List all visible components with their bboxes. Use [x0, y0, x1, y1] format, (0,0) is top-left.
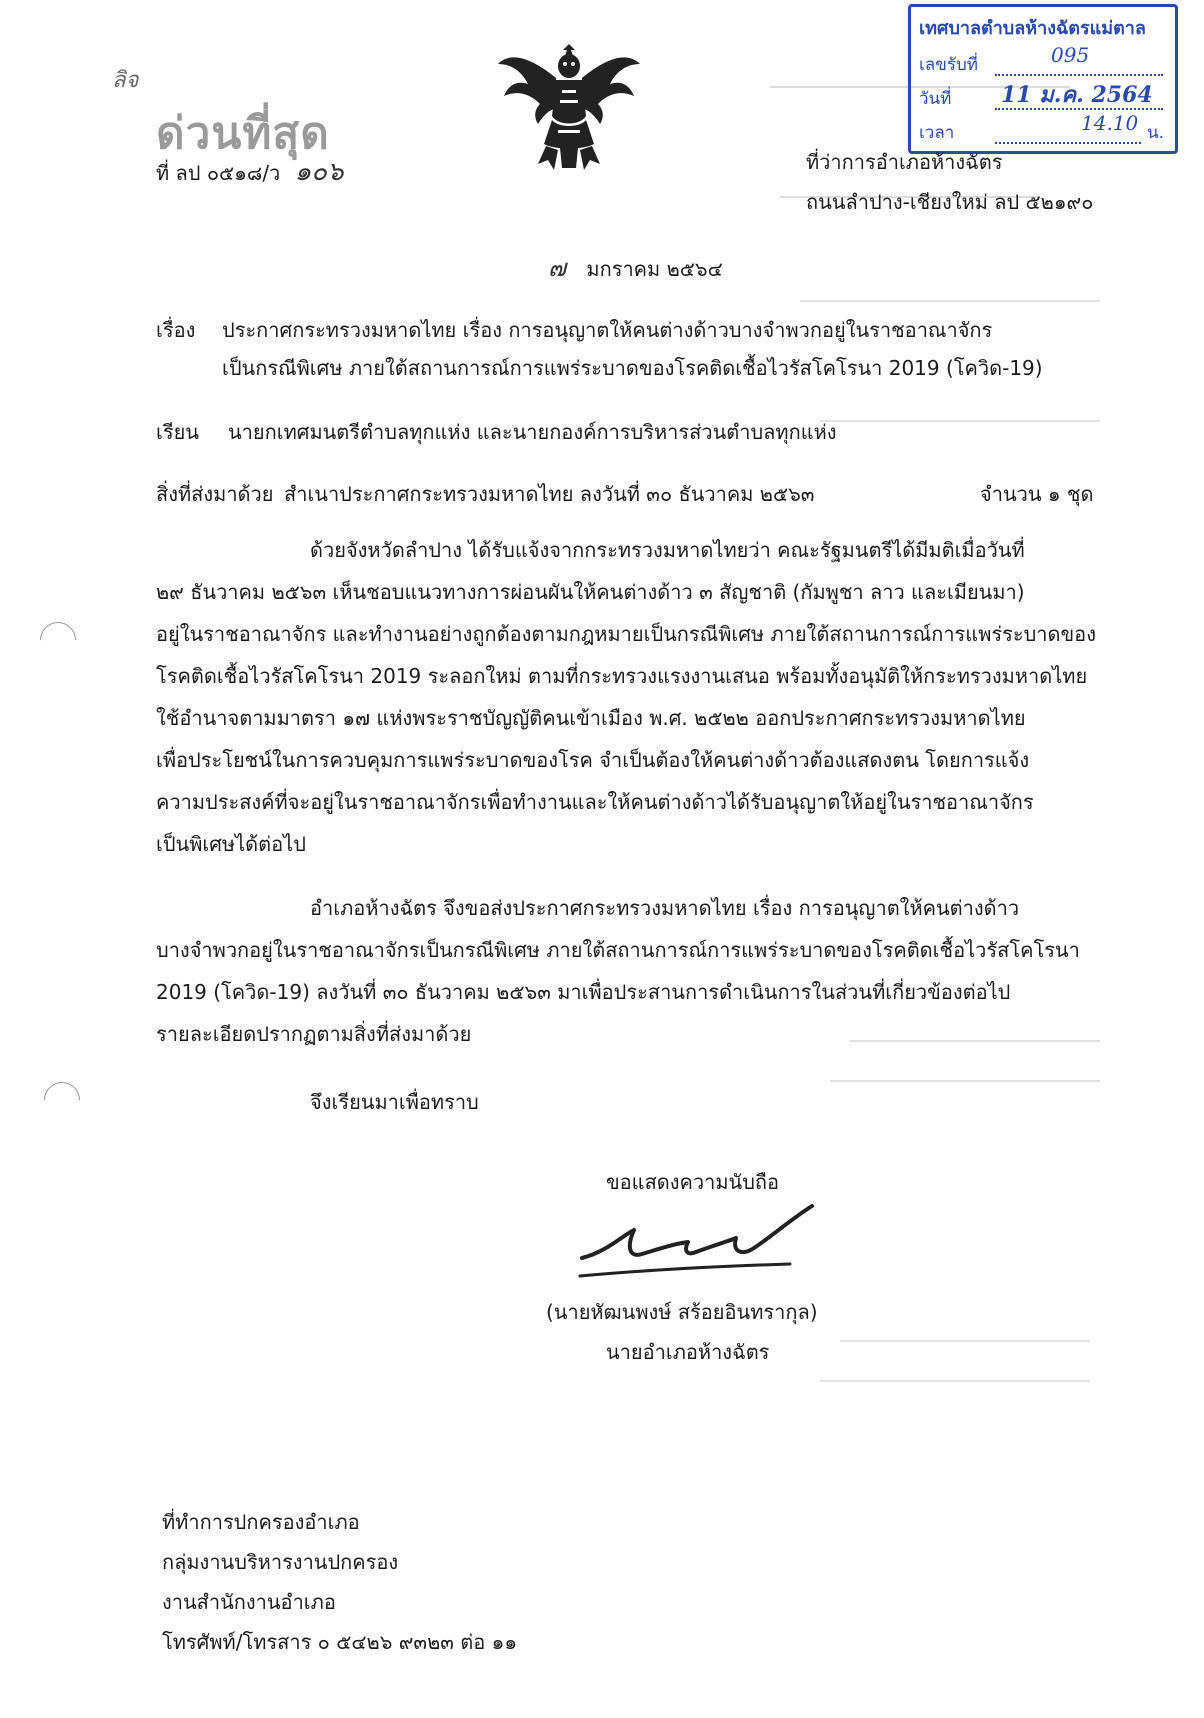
- sender-address-line2: ถนนลำปาง-เชียงใหม่ ลป ๕๒๑๙๐: [806, 190, 1094, 214]
- body-p1-line5: ใช้อำนาจตามมาตรา ๑๗ แห่งพระราชบัญญัติคนเข้าเมือง พ.ศ. ๒๕๒๒ ออกประกาศกระทรวงมหาดไทย: [156, 706, 1026, 730]
- footer-line2: กลุ่มงานบริหารงานปกครอง: [162, 1550, 399, 1574]
- signatory-position: นายอำเภอห้างฉัตร: [606, 1340, 770, 1364]
- corner-note: ลิจ: [112, 68, 139, 93]
- receipt-stamp-header: เทศบาลตำบลห้างฉัตรแม่ตาล: [919, 18, 1146, 39]
- closing-phrase: ขอแสดงความนับถือ: [606, 1170, 780, 1194]
- body-p1-line8: เป็นพิเศษได้ต่อไป: [156, 832, 306, 856]
- body-p2-line4: รายละเอียดปรากฏตามสิ่งที่ส่งมาด้วย: [156, 1022, 472, 1046]
- urgency-stamp: ด่วนที่สุด: [156, 108, 330, 159]
- body-p2-line1: อำเภอห้างฉัตร จึงขอส่งประกาศกระทรวงมหาดไทย เรื่อง การอนุญาตให้คนต่างด้าว: [310, 896, 1020, 920]
- punch-hole-bottom: [37, 1075, 88, 1126]
- receipt-number-value: 095: [1051, 43, 1090, 67]
- subject-line1: ประกาศกระทรวงมหาดไทย เรื่อง การอนุญาตให้คนต่างด้าวบางจำพวกอยู่ในราชอาณาจักร: [222, 318, 993, 342]
- footer-line3: งานสำนักงานอำเภอ: [162, 1590, 336, 1614]
- receipt-stamp: [908, 4, 1178, 154]
- receipt-time-value: 14.10: [1081, 111, 1139, 135]
- body-p1-line2: ๒๙ ธันวาคม ๒๕๖๓ เห็นชอบแนวทางการผ่อนผันให้คนต่างด้าว ๓ สัญชาติ (กัมพูชา ลาว และเมียนมา): [156, 580, 1025, 604]
- receipt-number-label: เลขรับที่: [919, 55, 978, 75]
- receipt-date-value: 11 ม.ค. 2564: [1001, 82, 1153, 108]
- footer-line4: โทรศัพท์/โทรสาร ๐ ๕๔๒๖ ๙๓๒๓ ต่อ ๑๑: [162, 1630, 518, 1654]
- receipt-time-line: [995, 141, 1141, 144]
- body-p1-line6: เพื่อประโยชน์ในการควบคุมการแพร่ระบาดของโรค จำเป็นต้องให้คนต่างด้าวต้องแสดงตน โดยการแจ้ง: [156, 748, 1030, 772]
- letter-date-day: ๗: [548, 254, 567, 282]
- sender-address-line1: ที่ว่าการอำเภอห้างฉัตร: [806, 150, 1003, 174]
- doc-number: [156, 158, 344, 187]
- handwritten-signature: [576, 1196, 836, 1286]
- signatory-name: (นายหัฒนพงษ์ สร้อยอินทรากุล): [546, 1300, 818, 1324]
- body-p2-line2: บางจำพวกอยู่ในราชอาณาจักรเป็นกรณีพิเศษ ภายใต้สถานการณ์การแพร่ระบาดของโรคติดเชื้อไวรัสโคโรนา: [156, 938, 1080, 962]
- receipt-number-line: [995, 73, 1163, 76]
- punch-hole-top: [33, 615, 84, 666]
- attachment-label: สิ่งที่ส่งมาด้วย: [156, 482, 274, 506]
- recipient-label: เรียน: [156, 420, 199, 444]
- doc-number-prefix: ที่ ลป ๐๕๑๘/ว: [156, 161, 281, 185]
- attachment-text: สำเนาประกาศกระทรวงมหาดไทย ลงวันที่ ๓๐ ธันวาคม ๒๕๖๓: [284, 482, 815, 506]
- receipt-time-unit: น.: [1147, 123, 1165, 143]
- letter-date: [548, 254, 723, 283]
- receipt-time-label: เวลา: [919, 123, 955, 143]
- garuda-emblem-icon: [494, 30, 644, 175]
- body-p1-line1: ด้วยจังหวัดลำปาง ได้รับแจ้งจากกระทรวงมหาดไทยว่า คณะรัฐมนตรีได้มีมติเมื่อวันที่: [310, 538, 1025, 562]
- closing-request: จึงเรียนมาเพื่อทราบ: [310, 1090, 479, 1114]
- receipt-date-label: วันที่: [919, 89, 952, 109]
- recipient-text: นายกเทศมนตรีตำบลทุกแห่ง และนายกองค์การบริหารส่วนตำบลทุกแห่ง: [228, 420, 837, 444]
- attachment-quantity: จำนวน ๑ ชุด: [980, 482, 1094, 506]
- body-p2-line3: 2019 (โควิด-19) ลงวันที่ ๓๐ ธันวาคม ๒๕๖๓ มาเพื่อประสานการดำเนินการในส่วนที่เกี่ยวข้องต่อไป: [156, 980, 1011, 1004]
- subject-label: เรื่อง: [156, 318, 196, 342]
- subject-line2: เป็นกรณีพิเศษ ภายใต้สถานการณ์การแพร่ระบาดของโรคติดเชื้อไวรัสโคโรนา 2019 (โควิด-19): [222, 356, 1043, 380]
- footer-line1: ที่ทำการปกครองอำเภอ: [162, 1510, 360, 1534]
- body-p1-line3: อยู่ในราชอาณาจักร และทำงานอย่างถูกต้องตามกฎหมายเป็นกรณีพิเศษ ภายใต้สถานการณ์การแพร่ระบาดของ: [156, 622, 1096, 646]
- body-p1-line7: ความประสงค์ที่จะอยู่ในราชอาณาจักรเพื่อทำงานและให้คนต่างด้าวได้รับอนุญาตให้อยู่ในราชอาณาจักร: [156, 790, 1034, 814]
- doc-number-handwritten: ๑๐๖: [294, 157, 344, 187]
- letter-date-rest: มกราคม ๒๕๖๔: [586, 257, 723, 281]
- body-p1-line4: โรคติดเชื้อไวรัสโคโรนา 2019 ระลอกใหม่ ตามที่กระทรวงแรงงานเสนอ พร้อมทั้งอนุมัติให้กระทรวงมหาดไทย: [156, 664, 1088, 688]
